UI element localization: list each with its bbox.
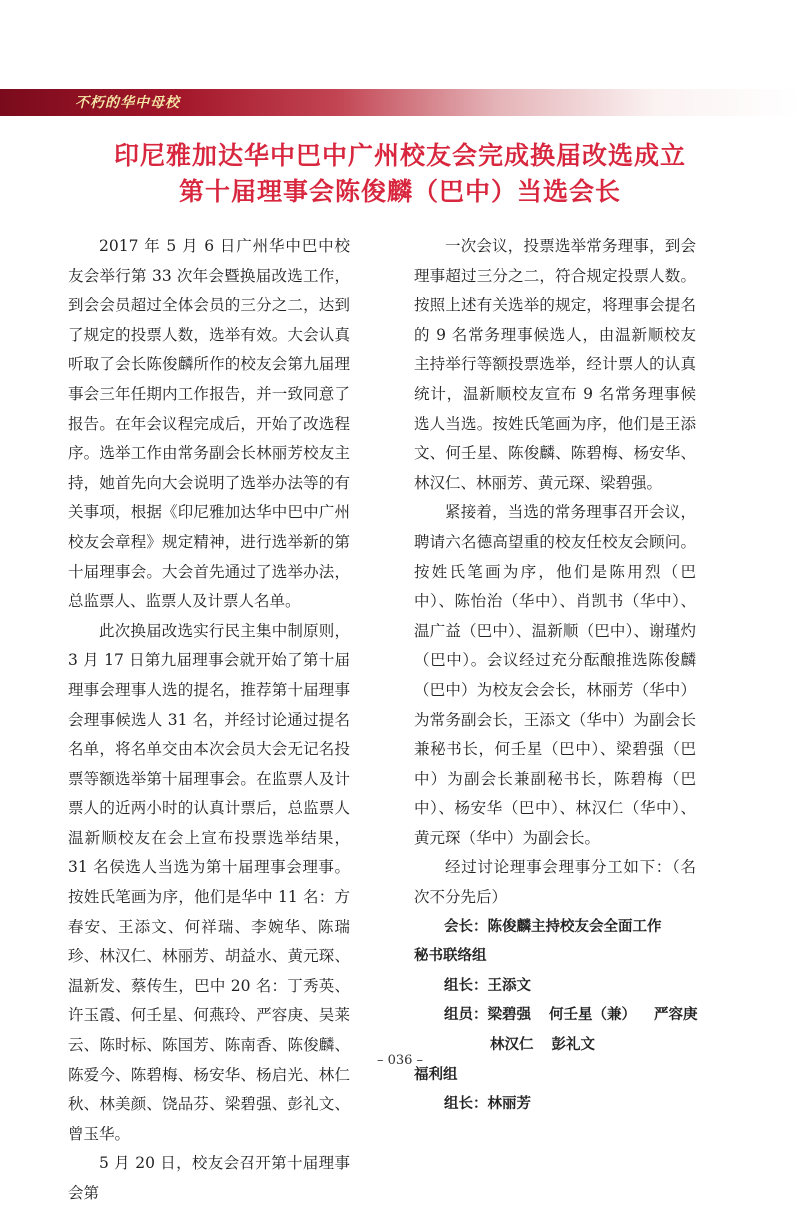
paragraph: 2017 年 5 月 6 日广州华中巴中校友会举行第 33 次年会暨换届改选工作，到会会员超过全体会员的三分之二，达到了规定的投票人数，选举有效。大会认真听取了会长陈俊麟所作的校友会第九届理事会三年任期内工作报告，并一致同意了报告。在年会议程完成后，开始了改选程序。选举工作由常务副会长林丽芳校友主持，她首先向大会说明了选举办法等的有关事项，根据《印尼雅加达华中巴中广州校友会章程》规定精神，进行选举新的第十届理事会。大会首先通过了选举办法，总监票人、监票人及计票人名单。: [68, 237, 350, 611]
member-name: 严容庚: [654, 1007, 698, 1024]
member-name: 彭礼文: [551, 1037, 595, 1054]
paragraph: 经过讨论理事会理事分工如下：（名次不分先后）: [414, 858, 696, 907]
members-label: 组员：: [444, 1007, 488, 1024]
article-title-line1: 印尼雅加达华中巴中广州校友会完成换届改选成立: [113, 141, 686, 170]
group-members: [414, 1001, 696, 1031]
member-name: 梁碧强: [487, 1007, 531, 1024]
member-name: 何壬星（兼）: [549, 1007, 636, 1024]
right-column: [414, 232, 696, 1120]
group-leader: 组长：王添文: [444, 977, 531, 994]
paragraph: 此次换届改选实行民主集中制原则，3 月 17 日第九届理事会就开始了第十届理事会理事人选的提名，推荐第十届理事会理事候选人 31 名，并经讨论通过提名名单，将名单交由本次会员大会无记名投票等额选举第十届理事会。在监票人及计票人的近两小时的认真计票后，总监票人温新顺校友在会上宣布投票选举结果，31 名侯选人当选为第十届理事会理事。按姓氏笔画为序，他们是华中 11 名：方春安、王添文、何祥瑞、李婉华、陈瑞珍、林汉仁、林丽芳、胡益水、黄元琛、温新发、蔡传生，巴中 20 名：丁秀英、许玉霞、何壬星、何燕玲、严容庚、吴莱云、陈时标、陈国芳、陈南香、陈俊麟、陈爱今、陈碧梅、杨安华、杨启光、林仁秋、林美颜、饶品芬、梁碧强、彭礼文、曾玉华。: [68, 621, 350, 1143]
paragraph: 一次会议，投票选举常务理事，到会理事超过三分之二，符合规定投票人数。按照上述有关选举的规定，将理事会提名的 9 名常务理事候选人，由温新顺校友主持举行等额投票选举，经计票人的认真统计，温新顺校友宣布 9 名常务理事候选人当选。按姓氏笔画为序，他们是王添文、何壬星、陈俊麟、陈碧梅、杨安华、林汉仁、林丽芳、黄元琛、梁碧强。: [414, 237, 696, 492]
paragraph: 紧接着，当选的常务理事召开会议，聘请六名德高望重的校友任校友会顾问。按姓氏笔画为序，他们是陈用烈（巴中）、陈怡治（华中）、肖凯书（华中）、温广益（巴中）、温新顺（巴中）、谢瑾灼（巴中）。会议经过充分酝酿推选陈俊麟（巴中）为校友会会长，林丽芳（华中）为常务副会长，王添文（华中）为副会长兼秘书长，何壬星（巴中）、梁碧强（巴中）为副会长兼副秘书长，陈碧梅（巴中）、杨安华（巴中）、林汉仁（华中）、黄元琛（华中）为副会长。: [414, 503, 696, 847]
article-title-line2: 第十届理事会陈俊麟（巴中）当选会长: [178, 177, 621, 206]
group-heading: 福利组: [414, 1066, 458, 1083]
page-number: – 036 –: [376, 1053, 424, 1068]
group-leader: 组长：林丽芳: [444, 1096, 531, 1113]
president-line: 会长：陈俊麟主持校友会全面工作: [444, 918, 662, 935]
group-heading: 秘书联络组: [414, 948, 487, 965]
section-banner: [0, 89, 800, 116]
paragraph: 5 月 20 日，校友会召开第十届理事会第: [68, 1154, 350, 1202]
section-title: 不朽的华中母校: [75, 95, 180, 111]
member-name: 林汉仁: [490, 1037, 534, 1054]
